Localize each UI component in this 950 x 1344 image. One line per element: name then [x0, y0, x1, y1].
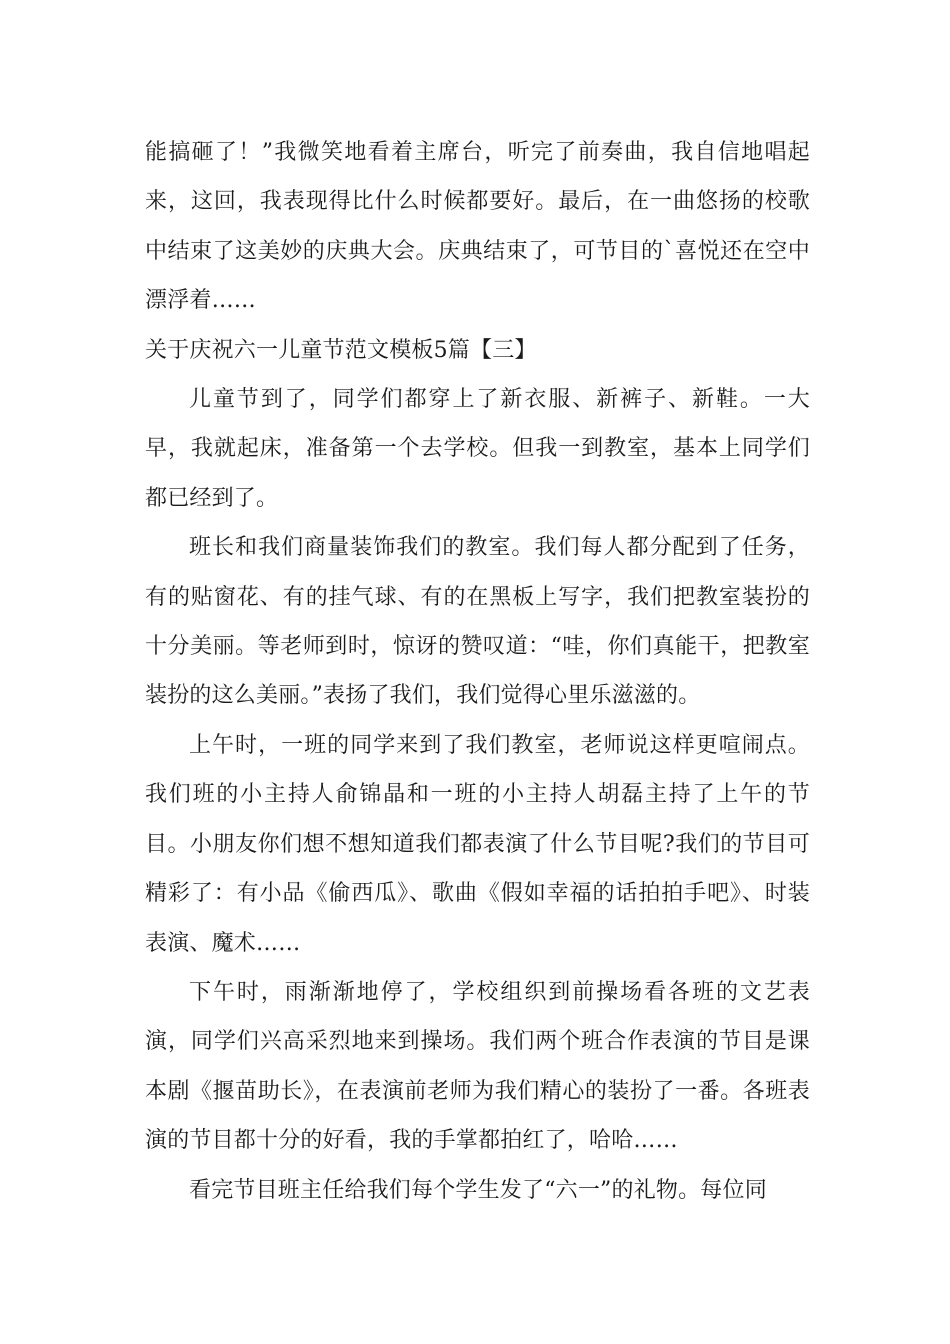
- body-paragraph: 班长和我们商量装饰我们的教室。我们每人都分配到了任务，有的贴窗花、有的挂气球、有的在黑板上写字，我们把教室装扮的十分美丽。等老师到时，惊讶的赞叹道：“哇，你们真能干，把教室装扮的这么美丽。”表扬了我们，我们觉得心里乐滋滋的。: [145, 535, 810, 709]
- body-paragraph: 上午时，一班的同学来到了我们教室，老师说这样更喧闹点。我们班的小主持人俞锦晶和一班的小主持人胡磊主持了上午的节目。小朋友你们想不想知道我们都表演了什么节目呢?我们的节目可精彩了：有小品《偷西瓜》、歌曲《假如幸福的话拍拍手吧》、时装表演、魔术……: [145, 732, 810, 956]
- body-paragraph: 看完节目班主任给我们每个学生发了“六一”的礼物。每位同: [189, 1177, 767, 1203]
- body-paragraph: 下午时，雨渐渐地停了，学校组织到前操场看各班的文艺表演，同学们兴高采烈地来到操场。我们两个班合作表演的节目是课本剧《揠苗助长》，在表演前老师为我们精心的装扮了一番。各班表演的节目都十分的好看，我的手掌都拍红了，哈哈……: [145, 979, 810, 1154]
- body-paragraph: 儿童节到了，同学们都穿上了新衣服、新裤子、新鞋。一大早，我就起床，准备第一个去学校。但我一到教室，基本上同学们都已经到了。: [145, 387, 810, 511]
- document-body: [145, 128, 810, 1215]
- section-heading: 关于庆祝六一儿童节范文模板5篇【三】: [145, 337, 537, 363]
- body-paragraph: 能搞砸了！”我微笑地看着主席台，听完了前奏曲，我自信地唱起来，这回，我表现得比什么时候都要好。最后，在一曲悠扬的校歌中结束了这美妙的庆典大会。庆典结束了，可节目的`喜悦还在空中漂浮着……: [145, 140, 810, 314]
